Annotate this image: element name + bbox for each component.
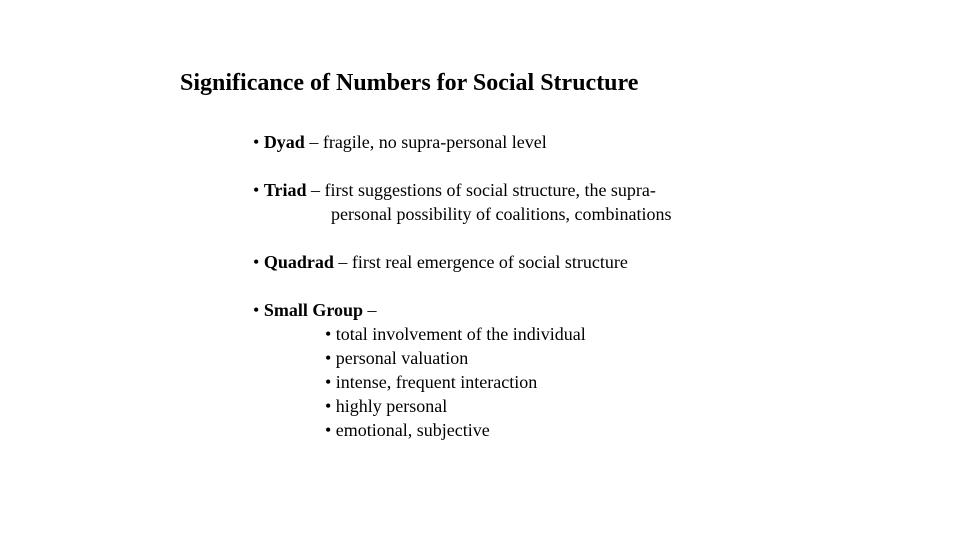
item-term-triad: Triad xyxy=(263,180,307,200)
slide-title: Significance of Numbers for Social Structure xyxy=(180,70,639,96)
item-description-triad: – first suggestions of social structure, the supra- xyxy=(306,180,656,200)
item-description-quadrad: – first real emergence of social structure xyxy=(333,252,628,272)
sub-item: • highly personal xyxy=(325,396,448,416)
item-description-dyad: – fragile, no supra-personal level xyxy=(304,132,547,152)
bullet-glyph: • xyxy=(253,132,260,152)
item-term-quadrad: Quadrad xyxy=(263,252,334,272)
bullet-item-small-group xyxy=(253,298,377,322)
bullet-item-quadrad xyxy=(253,250,628,274)
sub-item: • emotional, subjective xyxy=(325,420,490,440)
item-continuation-triad: personal possibility of coalitions, combinations xyxy=(331,204,672,224)
bullet-glyph: • xyxy=(253,300,260,320)
sub-item: • intense, frequent interaction xyxy=(325,372,538,392)
item-description-small-group: – xyxy=(363,300,377,320)
sub-item: • total involvement of the individual xyxy=(325,324,586,344)
item-term-dyad: Dyad xyxy=(263,132,305,152)
bullet-glyph: • xyxy=(253,252,260,272)
bullet-glyph: • xyxy=(253,180,260,200)
sub-item: • personal valuation xyxy=(325,348,469,368)
item-term-small-group: Small Group xyxy=(263,300,364,320)
bullet-item-dyad xyxy=(253,130,547,154)
bullet-item-triad xyxy=(253,178,656,202)
